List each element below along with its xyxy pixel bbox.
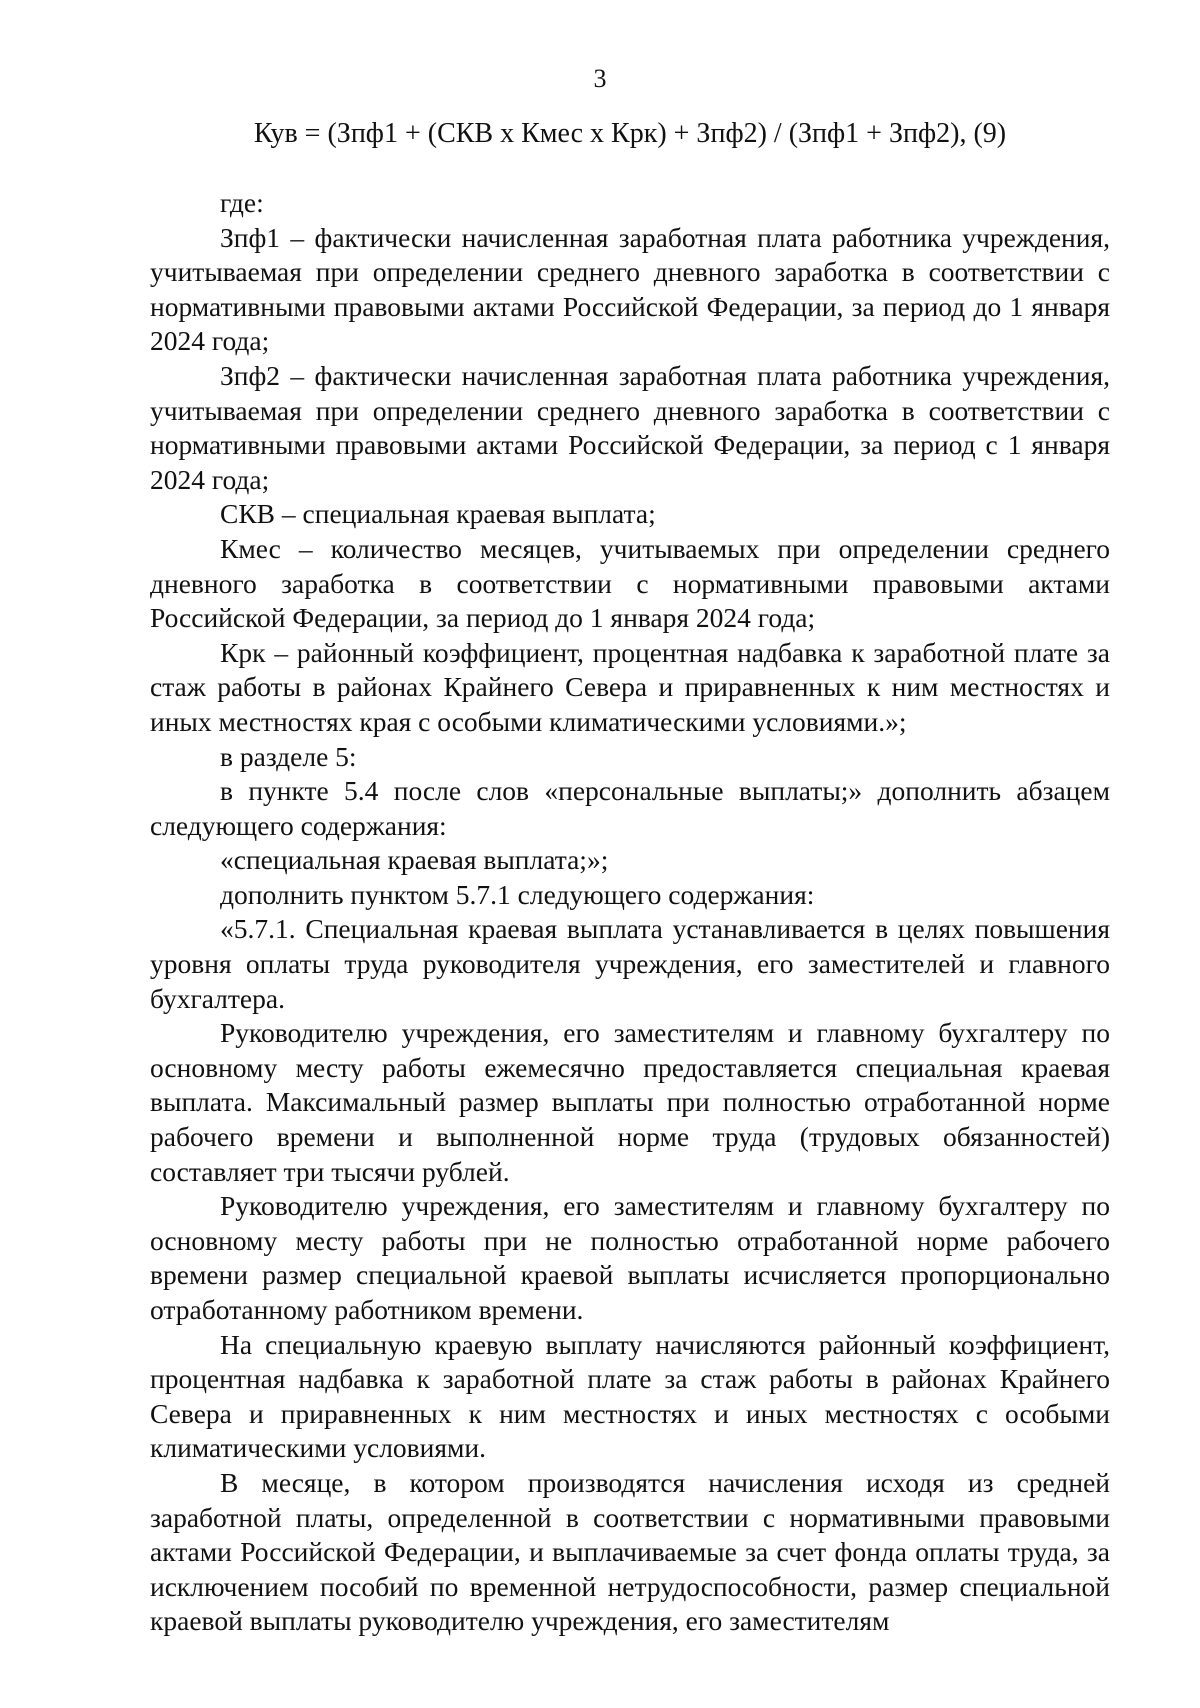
paragraph-skv: СКВ – специальная краевая выплата; [220, 498, 656, 530]
paragraph-average-salary: В месяце, в котором производятся начисления исходя из средней заработной платы, определенной в соответствии с нормативными правовыми актами Российской Федерации, и выплачиваемые за счет фонда оплаты труда, за исключением пособий по временной нетрудоспособности, размер специальной краевой выплаты руководителю учреждения, его заместителям [150, 1466, 1110, 1637]
paragraph-add-5-7-1: дополнить пунктом 5.7.1 следующего содержания: [220, 878, 815, 910]
paragraph-zpf2: Зпф2 – фактически начисленная заработная плата работника учреждения, учитываемая при определении среднего дневного заработка в соответствии с нормативными правовыми актами Российской Федерации, за период с 1 января 2024 года; [150, 359, 1110, 495]
paragraph-zpf1: Зпф1 – фактически начисленная заработная плата работника учреждения, учитываемая при определении среднего дневного заработка в соответствии с нормативными правовыми актами Российской Федерации, за период до 1 января 2024 года; [150, 221, 1110, 357]
paragraph-quote-skv: «специальная краевая выплата;»; [220, 844, 609, 876]
page-number: 3 [593, 64, 607, 93]
paragraph-kmes: Кмес – количество месяцев, учитываемых при определении среднего дневного заработка в соответствии с нормативными правовыми актами Российской Федерации, за период до 1 января 2024 года; [150, 532, 1110, 634]
paragraph-krk: Крк – районный коэффициент, процентная надбавка к заработной плате за стаж работы в районах Крайнего Севера и приравненных к ним местностях и иных местностях края с особыми климатическими условиями.»; [150, 636, 1110, 737]
document-body [150, 186, 1110, 1639]
paragraph-section-5: в разделе 5: [220, 740, 357, 772]
formula: Кув = (Зпф1 + (СКВ х Кмес х Крк) + Зпф2) / (Зпф1 + Зпф2), (9) [253, 118, 1007, 149]
paragraph-monthly-payment: Руководителю учреждения, его заместителям и главному бухгалтеру по основному месту работы ежемесячно предоставляется специальная краевая выплата. Максимальный размер выплаты при полностью отработанной норме рабочего времени и выполненной норме труда (трудовых обязанностей) составляет три тысячи рублей. [150, 1017, 1110, 1187]
paragraph-item-5-4: в пункте 5.4 после слов «персональные выплаты;» дополнить абзацем следующего содержания: [150, 775, 1110, 841]
paragraph-5-7-1: «5.7.1. Специальная краевая выплата устанавливается в целях повышения уровня оплаты труда руководителя учреждения, его заместителей и главного бухгалтера. [150, 913, 1110, 1014]
paragraph-proportional: Руководителю учреждения, его заместителям и главному бухгалтеру по основному месту работы при не полностью отработанной норме рабочего времени размер специальной краевой выплаты исчисляется пропорционально отработанному работником времени. [150, 1190, 1110, 1325]
paragraph-coefficient: На специальную краевую выплату начисляются районный коэффициент, процентная надбавка к заработной плате за стаж работы в районах Крайнего Севера и приравненных к ним местностях и иных местностях с особыми климатическими условиями. [150, 1328, 1110, 1464]
paragraph-where: где: [220, 187, 264, 218]
